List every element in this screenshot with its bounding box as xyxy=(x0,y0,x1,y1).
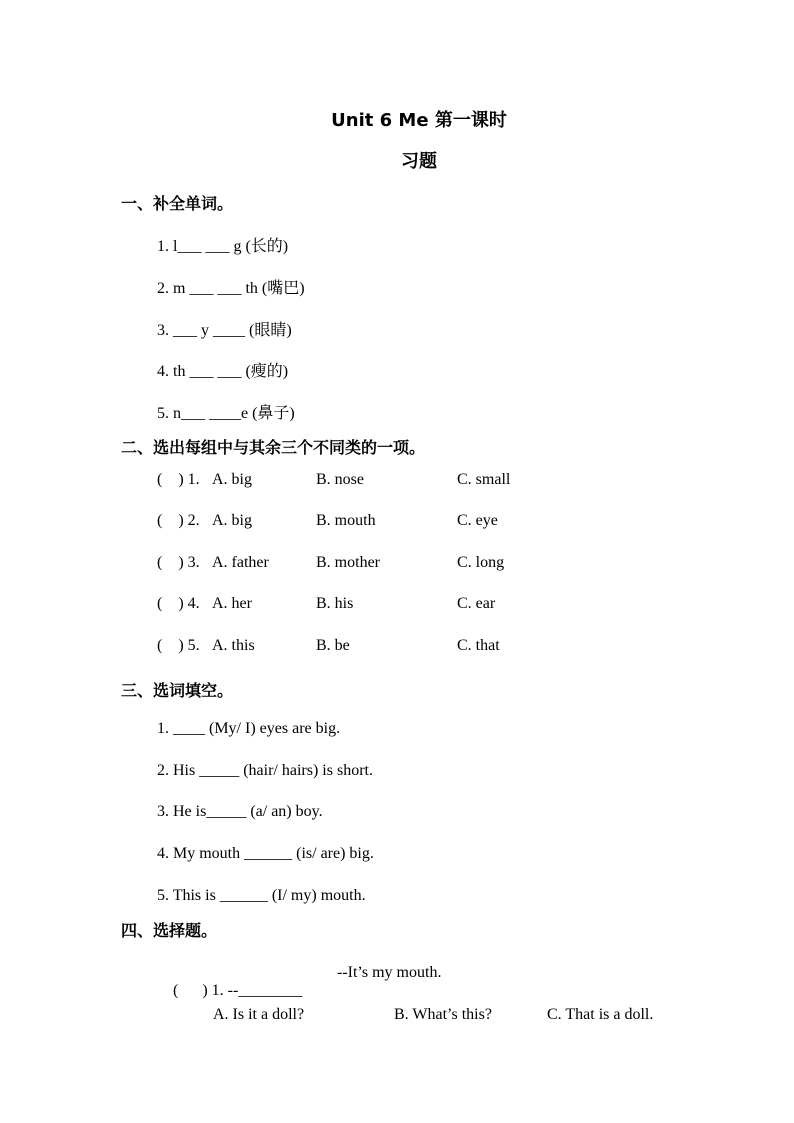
option-c: C. eye xyxy=(457,512,498,529)
option-b: B. nose xyxy=(316,471,364,488)
question-stem: ( ) 1. --________ xyxy=(173,982,303,999)
section1-item-1: 1. l___ ___ g (长的) xyxy=(157,238,289,255)
section4-option-c: C. That is a doll. xyxy=(547,1006,654,1023)
page-title: Unit 6 Me 第一课时 xyxy=(331,110,507,131)
section3-item-3: 3. He is_____ (a/ an) boy. xyxy=(157,803,323,820)
section4-option-b: B. What’s this? xyxy=(394,1006,492,1023)
option-a: A. big xyxy=(212,471,252,488)
section2-row-4 xyxy=(157,595,657,615)
option-c: C. that xyxy=(457,637,500,654)
section3-item-4: 4. My mouth ______ (is/ are) big. xyxy=(157,845,374,862)
page-subtitle: 习题 xyxy=(401,151,437,172)
option-b: B. mouth xyxy=(316,512,376,529)
option-a: A. big xyxy=(212,512,252,529)
section3-heading: 三、选词填空。 xyxy=(121,681,234,700)
question-reply: --It’s my mouth. xyxy=(337,964,442,981)
section1-item-4: 4. th ___ ___ (瘦的) xyxy=(157,363,289,380)
section2-heading: 二、选出每组中与其余三个不同类的一项。 xyxy=(121,438,426,457)
section2-row-3 xyxy=(157,554,657,574)
section3-item-5: 5. This is ______ (I/ my) mouth. xyxy=(157,887,366,904)
question-number: ( ) 4. xyxy=(157,595,200,612)
option-a: A. her xyxy=(212,595,252,612)
option-b: B. be xyxy=(316,637,350,654)
section1-item-3: 3. ___ y ____ (眼睛) xyxy=(157,322,292,339)
question-number: ( ) 1. xyxy=(157,471,200,488)
section1-heading: 一、补全单词。 xyxy=(121,194,234,213)
section3-item-2: 2. His _____ (hair/ hairs) is short. xyxy=(157,762,373,779)
section3-item-1: 1. ____ (My/ I) eyes are big. xyxy=(157,720,341,737)
option-a: A. this xyxy=(212,637,255,654)
option-c: C. long xyxy=(457,554,505,571)
question-number: ( ) 5. xyxy=(157,637,200,654)
section4-option-a: A. Is it a doll? xyxy=(213,1006,305,1023)
section1-item-5: 5. n___ ____e (鼻子) xyxy=(157,405,295,422)
question-number: ( ) 2. xyxy=(157,512,200,529)
section1-item-2: 2. m ___ ___ th (嘴巴) xyxy=(157,280,305,297)
section4-heading: 四、选择题。 xyxy=(121,921,218,940)
option-a: A. father xyxy=(212,554,269,571)
question-number: ( ) 3. xyxy=(157,554,200,571)
section2-row-2 xyxy=(157,512,657,532)
option-b: B. his xyxy=(316,595,354,612)
option-c: C. small xyxy=(457,471,511,488)
option-c: C. ear xyxy=(457,595,496,612)
section2-row-5 xyxy=(157,637,657,657)
section2-row-1 xyxy=(157,471,657,491)
option-b: B. mother xyxy=(316,554,380,571)
section4-question-1 xyxy=(157,964,442,1036)
